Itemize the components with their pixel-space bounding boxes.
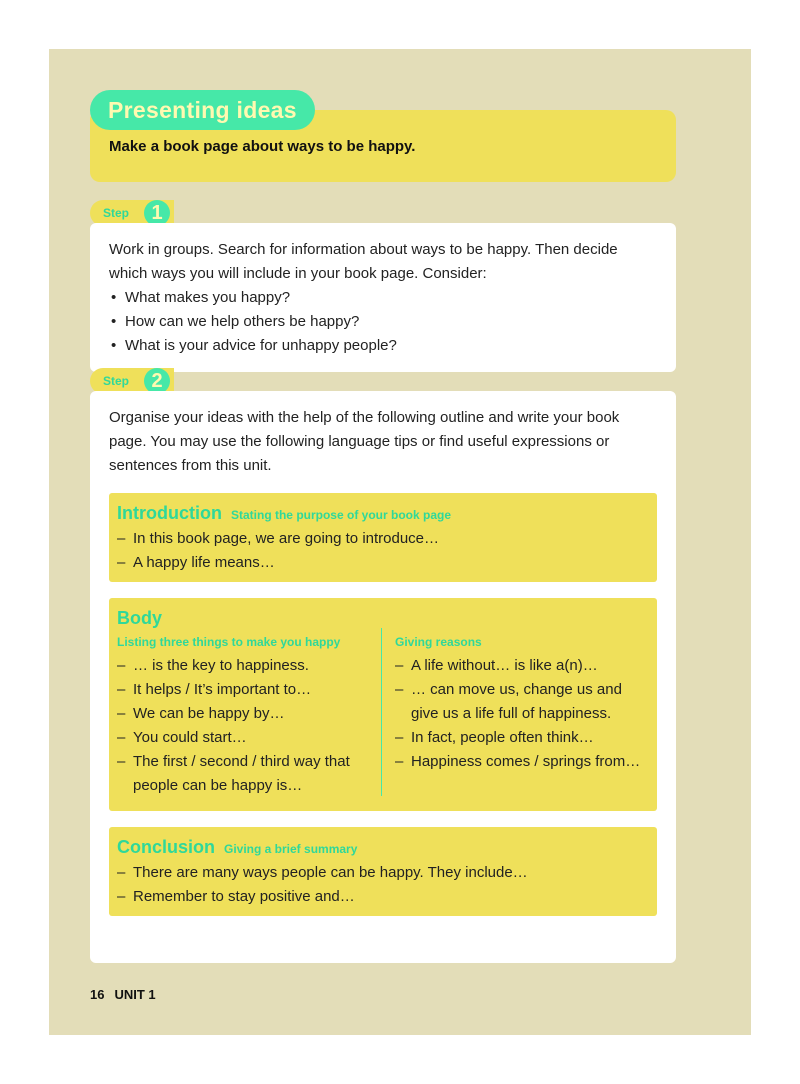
unit-label: UNIT 1 — [114, 987, 156, 1002]
list-item: – A life without… is like a(n)… — [387, 654, 651, 678]
introduction-list — [109, 527, 439, 575]
step-2-instructions: Organise your ideas with the help of the following outline and write your book page. You may use the following language tips or find useful expressions or sentences from this unit. — [109, 409, 620, 474]
body-right-list — [387, 654, 651, 774]
list-item: – In this book page, we are going to introduce… — [109, 527, 439, 551]
list-item: – You could start… — [109, 726, 371, 750]
list-item: • How can we help others be happy? — [109, 310, 397, 334]
step-1-instructions: Work in groups. Search for information about ways to be happy. Then decide which ways you will include in your book page. Consider: — [109, 241, 618, 282]
body-heading: Body — [117, 608, 162, 628]
title-pill — [90, 90, 315, 130]
step-1-label: Step — [103, 206, 130, 220]
list-item: – It helps / It’s important to… — [109, 678, 371, 702]
page-footer — [90, 987, 156, 1002]
list-item: – … is the key to happiness. — [109, 654, 371, 678]
step-1-number-badge: 1 — [144, 200, 170, 226]
body-left-list — [109, 654, 371, 798]
task-subtitle: Make a book page about ways to be happy. — [109, 138, 416, 155]
conclusion-heading: Conclusion — [117, 837, 215, 857]
step-2-label: Step — [103, 374, 130, 388]
list-item: – A happy life means… — [109, 551, 439, 575]
introduction-subheading: Stating the purpose of your book page — [230, 508, 451, 522]
page-title: Presenting ideas — [108, 96, 297, 123]
conclusion-list — [109, 861, 528, 909]
conclusion-subheading: Giving a brief summary — [224, 842, 358, 856]
list-item: – In fact, people often think… — [387, 726, 651, 750]
step-2-number-badge: 2 — [144, 368, 170, 394]
list-item: – Remember to stay positive and… — [109, 885, 528, 909]
conclusion-box — [109, 827, 657, 916]
introduction-heading: Introduction — [117, 503, 222, 523]
list-item: – The first / second / third way that people can be happy is… — [109, 750, 371, 798]
introduction-box — [109, 493, 657, 582]
list-item: • What makes you happy? — [109, 286, 397, 310]
list-item: – … can move us, change us and give us a life full of happiness. — [387, 678, 651, 726]
column-divider — [381, 628, 382, 796]
list-item: – We can be happy by… — [109, 702, 371, 726]
list-item: – There are many ways people can be happy. They include… — [109, 861, 528, 885]
page-number: 16 — [90, 987, 105, 1002]
body-box — [109, 598, 657, 811]
step-1-bullet-list — [109, 286, 397, 358]
list-item: • What is your advice for unhappy people? — [109, 334, 397, 358]
body-right-subheading: Giving reasons — [395, 635, 482, 649]
list-item: – Happiness comes / springs from… — [387, 750, 651, 774]
body-left-subheading: Listing three things to make you happy — [117, 635, 341, 649]
